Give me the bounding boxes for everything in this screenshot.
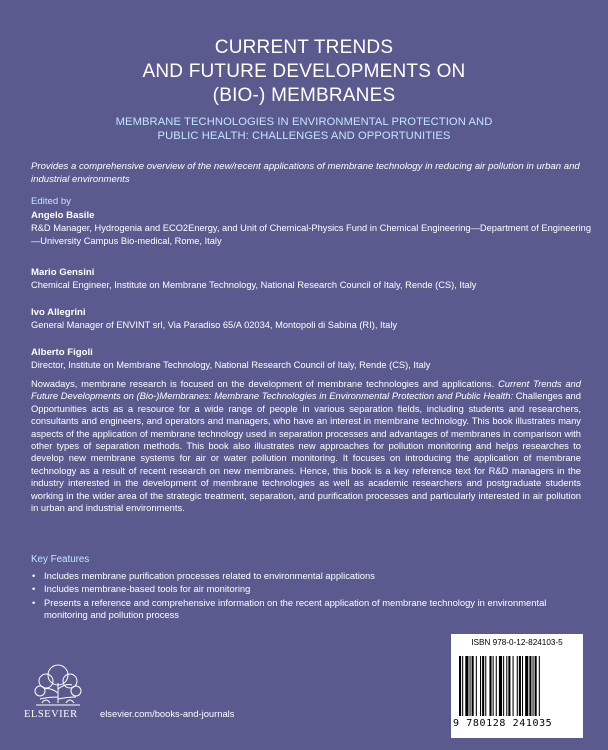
editor-block [31,346,591,372]
publisher-name: ELSEVIER [24,709,78,720]
barcode-bar [529,656,531,716]
editor-block [31,266,591,292]
editor-name: Mario Gensini [31,267,95,278]
editor-name: Alberto Figoli [31,347,93,358]
title-line: (BIO-) MEMBRANES [212,85,396,106]
list-item [31,570,591,582]
isbn-barcode [451,634,583,738]
title-line: CURRENT TRENDS [214,37,394,58]
barcode-bar [485,656,486,716]
barcode-bar [472,656,474,716]
book-description [31,378,581,514]
barcode-bar [489,656,491,716]
barcode-bar [493,656,494,716]
barcode-bar [470,656,471,716]
editor-name: Ivo Allegrini [31,307,86,318]
barcode-bar [533,656,534,716]
list-item-text: • Includes membrane purification processes related to environmental applications [44,570,375,581]
barcode-bar [513,656,514,716]
editor-block [31,209,591,248]
list-item-text: • Includes membrane-based tools for air monitoring [44,583,251,595]
editor-affiliation: Chemical Engineer, Institute on Membrane Technology, National Research Council of Italy, Rende (CS), Italy [31,280,477,290]
publisher-url[interactable]: elsevier.com/books-and-journals [100,708,235,719]
editor-affiliation: R&D Manager, Hydrogenia and ECO2Energy, and Unit of Chemical-Physics Fund in Chemical Engineering—Department of Engineering—University Campus Bio-medical, Rome, Italy [31,223,591,246]
barcode-bar [539,656,540,716]
barcode-bar [476,656,477,716]
editor-block [31,306,591,332]
list-item-text: • Presents a reference and comprehensive information on the recent application of membrane technology in environmental monitoring and pollution process [44,596,547,621]
barcode-bar [506,656,507,716]
barcode-bar [480,656,481,716]
barcode-bar [508,656,510,716]
barcode-bar [462,656,463,716]
description-italic: Current Trends and Future Developments on (Bio-)Membranes: Membrane Technologies in Environmental Protection and Public Health: [31,378,581,402]
barcode-bar [525,656,528,716]
barcode-bar [522,656,523,716]
book-subtitle [0,115,608,143]
barcode-bar [535,656,537,716]
edited-by-label: Edited by [31,196,72,207]
barcode-bar [517,656,518,716]
barcode-bar [499,656,502,716]
editor-name: Angelo Basile [31,210,95,221]
editor-affiliation: Director, Institute on Membrane Technology, National Research Council of Italy, Rende (CS), Italy [31,360,431,370]
key-features-title: Key Features [31,554,90,565]
elsevier-tree-logo [28,653,88,741]
barcode-bar [482,656,484,716]
barcode-bar [459,656,461,716]
barcode-bar [465,656,468,716]
barcode-bar [519,656,521,716]
key-features-list [31,570,591,623]
title-line: AND FUTURE DEVELOPMENTS ON [142,61,466,82]
barcode-bars [457,656,577,718]
lead-text: Provides a comprehensive overview of the new/recent applications of membrane technology in reducing air pollution in urban and industrial environments [31,161,580,185]
editor-affiliation: General Manager of ENVINT srl, Via Paradiso 65/A 02034, Montopoli di Sabina (RI), Italy [31,320,398,330]
subtitle-line: MEMBRANE TECHNOLOGIES IN ENVIRONMENTAL PROTECTION AND [115,116,493,128]
list-item [31,597,591,622]
isbn-label: ISBN 978-0-12-824103-5 [471,638,563,647]
subtitle-line: PUBLIC HEALTH: CHALLENGES AND OPPORTUNITIES [157,130,451,142]
description-text: Nowadays, membrane research is focused on the development of membrane technologies and applications. [31,378,498,389]
list-item [31,583,591,595]
isbn-digits: 9 780128 241035 [453,718,553,729]
barcode-bar [496,656,497,716]
description-text: Challenges and Opportunities acts as a resource for a wide range of people in various separation fields, including students and researchers, consultants and engineers, and operators and managers, who have an interest in membrane technology. This book illustrates many aspects of the application of membrane technology used in separation processes and advantages of membranes in comparison with other types of separation methods. This book also illustrates new approaches for pollution monitoring and helps researches to develop new membrane systems for air or water pollution monitoring. It focuses on introducing the application of membrane technology as a result of recent research on new membranes. Hence, this book is a key reference text for R&D managers in the industry interested in the development of membrane technologies as well as academic researchers and postgraduate students working in the wider area of the strategic treatment, separation, and purification processes and particularly interested in air pollution in urban and industrial environments. [31,390,581,514]
book-title [0,36,608,108]
barcode-bar [503,656,504,716]
